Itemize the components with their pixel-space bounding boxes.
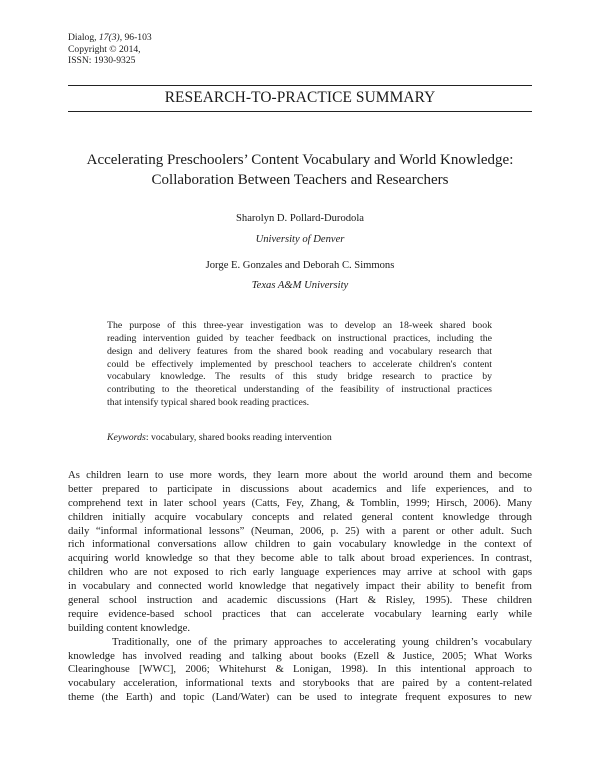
body-text <box>68 469 532 705</box>
author-name: Jorge E. Gonzales and Deborah C. Simmons <box>205 260 395 271</box>
keywords-label: Keywords <box>107 432 146 443</box>
body-line: Clearinghouse [WWC], 2006; Whitehurst & Lonigan, 1998). In this intentional approach to <box>68 663 532 676</box>
citation-volume-line: Dialog, 17(3), 96-103 <box>68 32 152 43</box>
body-line: daily “informal informational lessons” (Neuman, 2006, p. 25) with a parent or other adult. Such <box>68 524 532 537</box>
citation-volume: 17(3) <box>98 32 120 43</box>
abstract <box>107 320 492 410</box>
body-line: general school instruction and academic discussions (Hart & Risley, 1995). These children <box>68 594 532 607</box>
author-name: Sharolyn D. Pollard-Durodola <box>236 213 364 224</box>
abstract-line: could be effectively implemented by preschool teachers to accelerate children's content <box>107 358 492 370</box>
body-line: comprehend text in later school years (Catts, Fey, Zhang, & Tomblin, 1999; Hirsch, 2006). Many <box>68 496 532 509</box>
body-line: acquiring world knowledge so that they become able to talk about broad experiences. In contrast, <box>68 552 532 565</box>
abstract-line: contributing to the theoretical understanding of the feasibility of instructional practices <box>107 384 492 396</box>
keywords <box>107 432 332 443</box>
body-line: vocabulary acceleration, informational texts and storybooks that are paired by a content-related <box>68 677 532 690</box>
title-line: Accelerating Preschoolers’ Content Vocabulary and World Knowledge: <box>86 152 514 168</box>
body-line: better prepared to participate in discussions about academics and life experiences, and to <box>68 482 532 495</box>
abstract-line: that intensify typical shared book reading practices. <box>107 397 310 409</box>
body-line: knowledge has involved reading and talking about books (Ezell & Justice, 2005; What Works <box>68 649 532 662</box>
body-line: building content knowledge. <box>68 621 190 634</box>
journal-citation <box>68 32 152 67</box>
top-rule <box>68 85 532 86</box>
abstract-line: vocabulary knowledge. The results of this study bridge research to practice by <box>107 371 492 383</box>
author-affiliation: University of Denver <box>255 234 345 245</box>
abstract-line: The purpose of this three-year investigation was to develop an 18-week shared book <box>107 320 492 331</box>
citation-issn: ISSN: 1930-9325 <box>68 55 136 66</box>
abstract-line: reading intervention guided by teacher feedback on instructional practices, including the <box>107 332 492 344</box>
title-line: Collaboration Between Teachers and Researchers <box>151 171 449 188</box>
section-label: RESEARCH-TO-PRACTICE SUMMARY <box>164 89 436 106</box>
keywords-text: : vocabulary, shared books reading intervention <box>145 432 332 443</box>
citation-copyright: Copyright © 2014, <box>68 43 141 55</box>
body-line: theme (the Earth) and topic (Land/Water) can be used to integrate frequent exposures to new <box>68 691 532 704</box>
body-line: children who are not exposed to rich early language experiences may arrive at school with gaps <box>68 566 532 579</box>
author-affiliation: Texas A&M University <box>251 280 349 291</box>
body-line: children initially acquire vocabulary concepts and related general content knowledge through <box>68 510 532 523</box>
body-line: Traditionally, one of the primary approaches to accelerating young children’s vocabulary <box>112 635 532 648</box>
article-title <box>48 151 552 190</box>
body-line: in vocabulary and connected world knowledge that negatively impact their ability to benefit from <box>68 580 532 593</box>
body-line: require evidence-based school practices that can accelerate vocabulary learning early while <box>68 607 532 620</box>
body-line: rich informational conversations allow children to gain vocabulary knowledge in the context of <box>68 538 532 551</box>
abstract-line: design and delivery features from the shared book reading and vocabulary research that <box>107 345 492 357</box>
body-line: As children learn to use more words, they learn more about the world around them and become <box>68 469 532 481</box>
bottom-rule <box>68 111 532 112</box>
